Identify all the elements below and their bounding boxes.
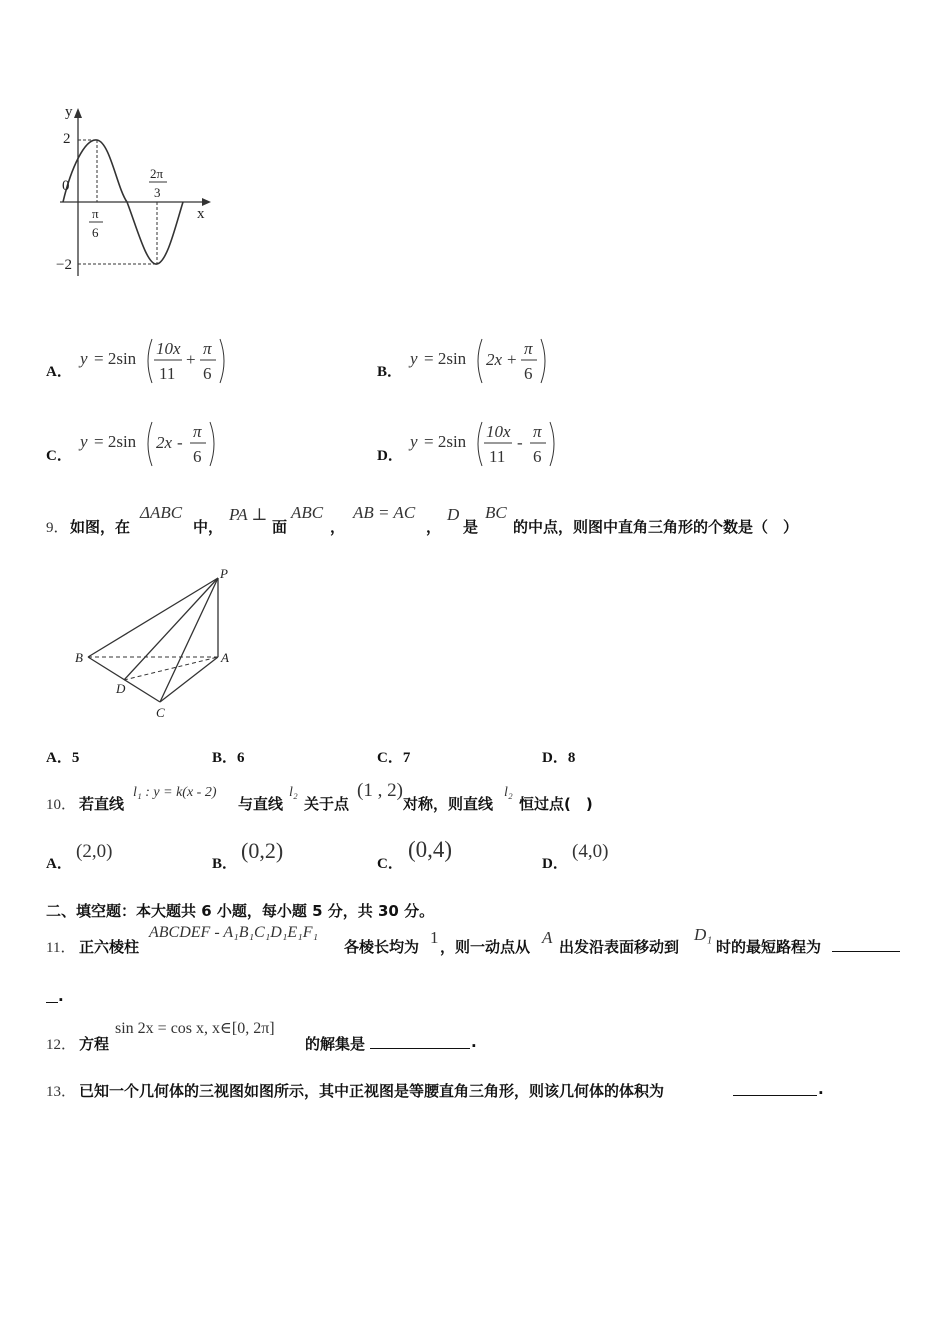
formula-plus: +: [507, 350, 517, 369]
vertex-label-b: B: [75, 650, 83, 665]
q9-math-abc: ABC: [291, 503, 324, 522]
q8-option-a-formula: [78, 335, 238, 387]
q9-math-pa-perp: PA ⊥: [229, 505, 268, 524]
right-paren: [541, 339, 545, 383]
formula-six: 6: [533, 447, 542, 466]
q11-text-1: 正六棱柱: [79, 938, 140, 956]
y-axis-label: y: [65, 104, 73, 120]
edge-pb: [88, 578, 218, 657]
q10-text-4: 对称，则直线: [403, 795, 494, 813]
q11-math-one: 1: [430, 928, 439, 947]
q12-answer-blank[interactable]: [370, 1034, 470, 1049]
q12-math-equation: sin 2x = cos x, x∈[0, 2π]: [115, 1020, 275, 1037]
vertex-label-a: A: [221, 650, 229, 665]
q9-option-d: D．8: [542, 750, 576, 766]
vertex-label-d: D: [116, 681, 126, 696]
formula-six: 6: [203, 364, 212, 383]
q11-answer-blank-2[interactable]: [46, 988, 58, 1003]
formula-y: y: [410, 432, 418, 451]
q9-text-1: 如图，在: [70, 518, 131, 536]
formula-numerator: 10x: [486, 422, 511, 441]
q10-option-c-value: (0,4): [408, 837, 453, 862]
q11-text-3: ，则一动点从: [440, 938, 531, 956]
formula-minus: -: [517, 433, 523, 452]
q8-option-b-label: B．: [377, 364, 403, 380]
formula-denominator: 11: [489, 447, 506, 466]
formula-two-x: 2x: [156, 433, 173, 452]
formula-plus: +: [186, 350, 196, 369]
formula-six: 6: [193, 447, 202, 466]
q10-option-d-label: D．: [542, 856, 568, 872]
vertex-label-p: P: [220, 566, 228, 581]
formula-y: y: [80, 432, 88, 451]
y-max-label: 2: [63, 131, 71, 147]
left-paren: [478, 422, 482, 466]
q11-math-d1: D₁: [694, 925, 713, 944]
q10-math-point: (1 , 2): [357, 780, 403, 801]
q10-text-3: 关于点: [304, 795, 350, 813]
q8-option-c-label: C．: [46, 448, 72, 464]
formula-eq: = 2sin: [94, 432, 137, 451]
q9-option-a: A．5: [46, 750, 80, 766]
formula-pi: π: [524, 339, 533, 358]
formula-pi: π: [203, 339, 212, 358]
q10-math-l1: l₁ : y = k(x - 2): [133, 785, 217, 800]
q12-text-2: 的解集是: [305, 1035, 366, 1053]
formula-numerator: 10x: [156, 339, 181, 358]
q9-option-c: C．7: [377, 750, 411, 766]
left-paren: [148, 422, 152, 466]
x-axis-label: x: [197, 206, 205, 222]
formula-eq: = 2sin: [424, 432, 467, 451]
q9-text-4: ，: [330, 518, 346, 536]
formula-y: y: [410, 349, 418, 368]
q10-text-1: 若直线: [79, 795, 125, 813]
x-axis-arrow-icon: [202, 198, 211, 206]
q8-option-d-label: D．: [377, 448, 403, 464]
tick-pi-numerator: π: [92, 206, 99, 221]
q11-math-a: A: [542, 928, 553, 947]
left-paren: [148, 339, 152, 383]
q11-math-prism: ABCDEF - A₁B₁C₁D₁E₁F₁: [149, 924, 319, 941]
edge-pd: [124, 578, 218, 680]
right-paren: [210, 422, 214, 466]
q12-number: 12．: [46, 1037, 77, 1053]
q12-tail: .: [471, 1033, 477, 1051]
q8-option-c-formula: [78, 418, 228, 470]
q10-option-a-label: A．: [46, 856, 72, 872]
formula-eq: = 2sin: [424, 349, 467, 368]
y-min-label: −2: [56, 257, 72, 273]
q9-option-b: B．6: [212, 750, 245, 766]
q8-option-d-formula: [408, 418, 568, 470]
q10-math-l2-b: l₂: [504, 785, 513, 800]
q10-option-b-label: B．: [212, 856, 238, 872]
q10-text-5: 恒过点( ): [519, 795, 593, 813]
q13-number: 13．: [46, 1084, 77, 1100]
q13-text-1: 已知一个几何体的三视图如图所示，其中正视图是等腰直角三角形，则该几何体的体积为: [79, 1082, 665, 1100]
formula-eq: = 2sin: [94, 349, 137, 368]
q10-math-l2: l₂: [289, 785, 298, 800]
q10-number: 10．: [46, 797, 77, 813]
tick-pi-denominator: 6: [92, 225, 99, 240]
tick-2pi-denominator: 3: [154, 185, 161, 200]
q11-text-5: 时的最短路程为: [716, 938, 822, 956]
formula-minus: -: [177, 433, 183, 452]
formula-six: 6: [524, 364, 533, 383]
pyramid-figure: [70, 562, 240, 722]
q8-option-b-formula: [408, 335, 558, 387]
q9-math-bc: BC: [485, 503, 507, 522]
formula-pi: π: [533, 422, 542, 441]
q9-math-d: D: [447, 505, 460, 524]
q9-number: 9．: [46, 520, 69, 536]
q9-text-3: 面: [272, 518, 288, 536]
formula-pi: π: [193, 422, 202, 441]
q9-text-2: 中，: [193, 518, 224, 536]
q8-option-a-label: A．: [46, 364, 72, 380]
q9-text-7: 的中点，则图中直角三角形的个数是（ ）: [513, 518, 799, 536]
q10-option-a-value: (2,0): [76, 841, 113, 862]
vertex-label-c: C: [156, 705, 165, 720]
q9-text-5: ，: [426, 518, 442, 536]
section-2-heading: 二、填空题：本大题共 6 小题，每小题 5 分，共 30 分。: [46, 902, 435, 920]
left-paren: [478, 339, 482, 383]
q13-answer-blank[interactable]: [733, 1081, 817, 1096]
origin-label: 0: [62, 178, 70, 194]
q13-tail: .: [818, 1080, 824, 1098]
right-paren: [550, 422, 554, 466]
q12-text-1: 方程: [79, 1035, 110, 1053]
q11-number: 11．: [46, 940, 76, 956]
q9-text-6: 是: [463, 518, 479, 536]
edge-pc: [160, 578, 218, 702]
q10-option-d-value: (4,0): [572, 841, 609, 862]
formula-two-x: 2x: [486, 350, 503, 369]
q11-tail: .: [58, 987, 64, 1005]
formula-denominator: 11: [159, 364, 176, 383]
q10-option-b-value: (0,2): [241, 838, 284, 863]
tick-2pi-numerator: 2π: [150, 166, 164, 181]
y-axis-arrow-icon: [74, 108, 82, 118]
q11-text-2: 各棱长均为: [344, 938, 420, 956]
sine-graph-figure: [55, 98, 220, 278]
q9-math-triangle: ΔABC: [140, 503, 183, 522]
q10-option-c-label: C．: [377, 856, 403, 872]
q11-answer-blank-1[interactable]: [832, 937, 900, 952]
q11-text-4: 出发沿表面移动到: [559, 938, 680, 956]
formula-y: y: [80, 349, 88, 368]
q9-math-ab-ac: AB = AC: [353, 503, 416, 522]
right-paren: [220, 339, 224, 383]
q10-text-2: 与直线: [238, 795, 284, 813]
